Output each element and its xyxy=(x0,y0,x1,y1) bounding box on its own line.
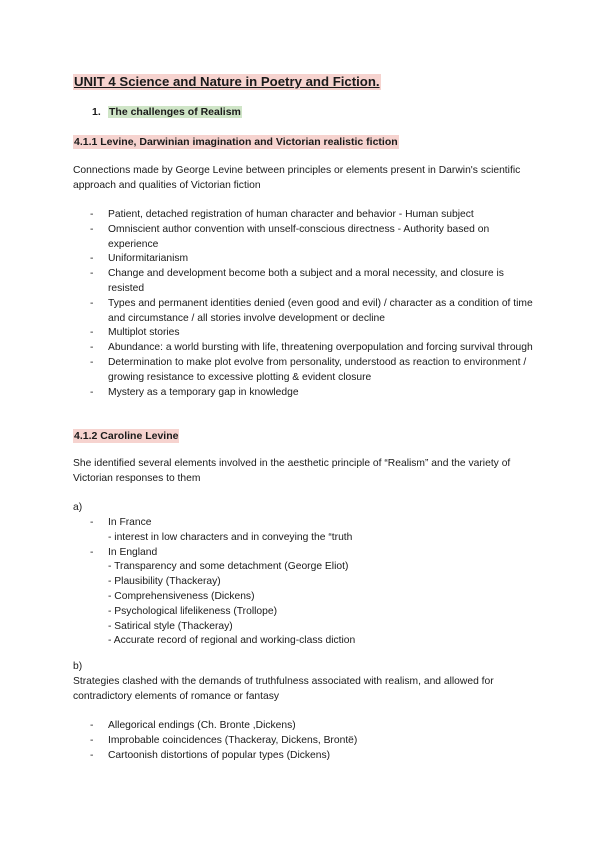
list-item: - Abundance: a world bursting with life, threatening overpopulation and forcing survival through xyxy=(73,341,533,356)
section-number: 1. xyxy=(92,106,101,118)
list-subitem: - Transparency and some detachment (George Eliot) xyxy=(108,561,349,573)
list-item: - Types and permanent identities denied (even good and evil) / character as a condition of time and circumstance / all stories involve development or decline xyxy=(73,297,533,327)
list-subitem: - Accurate record of regional and working-class diction xyxy=(108,635,356,647)
intro-paragraph-4-1-1: Connections made by George Levine between principles or elements present in Darwin's scientific approach and qualities of Victorian fiction xyxy=(73,165,521,191)
strategies-list xyxy=(73,719,533,763)
intro-paragraph-4-1-2: She identified several elements involved in the aesthetic principle of “Realism” and the variety of Victorian responses to them xyxy=(73,458,511,484)
list-item: - Change and development become both a subject and a moral necessity, and closure is resisted xyxy=(73,267,533,297)
list-subitem: - Satirical style (Thackeray) xyxy=(108,620,233,632)
part-b-label: b) xyxy=(73,661,83,672)
list-item-france: - In France xyxy=(73,516,533,531)
list-item: - Improbable coincidences (Thackeray, Dickens, Brontë) xyxy=(73,734,533,749)
section-heading xyxy=(92,105,242,119)
subheading-4-1-1: 4.1.1 Levine, Darwinian imagination and Victorian realistic fiction xyxy=(74,136,398,148)
subheading-4-1-2: 4.1.2 Caroline Levine xyxy=(74,430,179,442)
section-label: The challenges of Realism xyxy=(109,106,241,118)
list-item: - Multiplot stories xyxy=(73,326,533,341)
page-title: UNIT 4 Science and Nature in Poetry and Fiction. xyxy=(74,74,380,89)
list-subitem: - Plausibility (Thackeray) xyxy=(108,576,221,588)
list-subitem: - Psychological lifelikeness (Trollope) xyxy=(108,605,278,617)
list-item: - Mystery as a temporary gap in knowledge xyxy=(73,386,533,401)
part-b-paragraph: Strategies clashed with the demands of truthfulness associated with realism, and allowed for contradictory elements of romance or fantasy xyxy=(73,676,494,702)
part-a-label: a) xyxy=(73,502,83,513)
list-item: - Omniscient author convention with unself-conscious directness - Authority based on experience xyxy=(73,223,533,253)
list-item: - Cartoonish distortions of popular types (Dickens) xyxy=(73,749,533,764)
list-item: - Uniformitarianism xyxy=(73,252,533,267)
list-item-england: - In England xyxy=(73,546,533,561)
levine-connections-list xyxy=(73,208,533,400)
list-subitem: - Comprehensiveness (Dickens) xyxy=(108,590,255,602)
list-item: - Determination to make plot evolve from personality, understood as reaction to environment / growing resistance to excessive plotting & evident closure xyxy=(73,356,533,386)
list-item: - Patient, detached registration of human character and behavior - Human subject xyxy=(73,208,533,223)
realism-responses-list xyxy=(73,516,533,649)
list-item: - Allegorical endings (Ch. Bronte ,Dickens) xyxy=(73,719,533,734)
list-subitem: - interest in low characters and in conveying the “truth xyxy=(108,531,353,543)
